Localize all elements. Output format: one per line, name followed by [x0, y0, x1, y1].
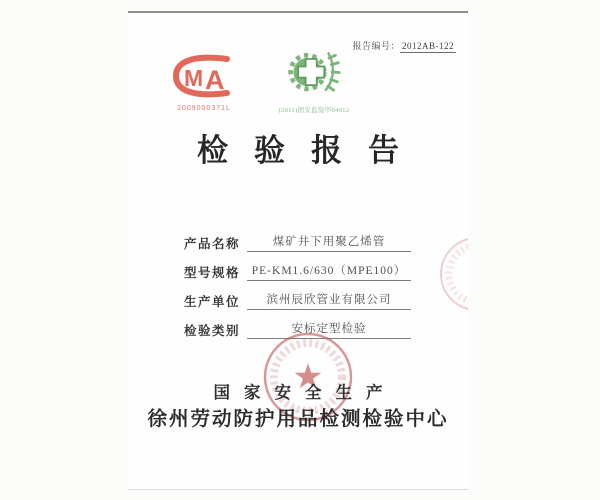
report-number — [352, 39, 456, 52]
edge-stamp-icon — [438, 235, 468, 313]
field-product-name — [184, 233, 411, 252]
report-page — [128, 11, 468, 490]
field-value: PE-KM1.6/630（MPE100） — [247, 262, 411, 281]
cma-cert-number: 2009000371L — [177, 105, 231, 112]
safety-certification-mark — [270, 47, 358, 114]
field-label: 检验类别 — [184, 324, 241, 338]
field-label: 生产单位 — [184, 295, 241, 309]
org-name-line2: 徐州劳动防护用品检测检验中心 — [147, 409, 449, 430]
safety-mark-caption: (2011)国安监验甲04012 — [278, 107, 350, 114]
report-number-value: 2012AB-122 — [402, 41, 454, 51]
field-model-spec — [184, 262, 411, 281]
field-value: 煤矿井下用聚乙烯管 — [247, 233, 411, 252]
cma-logo-icon — [172, 65, 236, 103]
svg-text:M: M — [184, 65, 204, 91]
report-number-label: 报告编号： — [352, 41, 400, 51]
org-name-line1: 国家安全生产 — [213, 383, 397, 402]
cma-certification-mark — [166, 53, 242, 112]
svg-text:A: A — [205, 65, 225, 95]
field-label: 产品名称 — [184, 237, 241, 251]
field-value: 滨州辰欣管业有限公司 — [247, 291, 411, 310]
field-manufacturer — [184, 291, 411, 310]
page-title: 检验报告 — [197, 133, 425, 168]
field-value: 安标定型检验 — [247, 320, 411, 339]
field-label: 型号规格 — [184, 266, 241, 280]
safety-mark-icon — [286, 86, 342, 103]
